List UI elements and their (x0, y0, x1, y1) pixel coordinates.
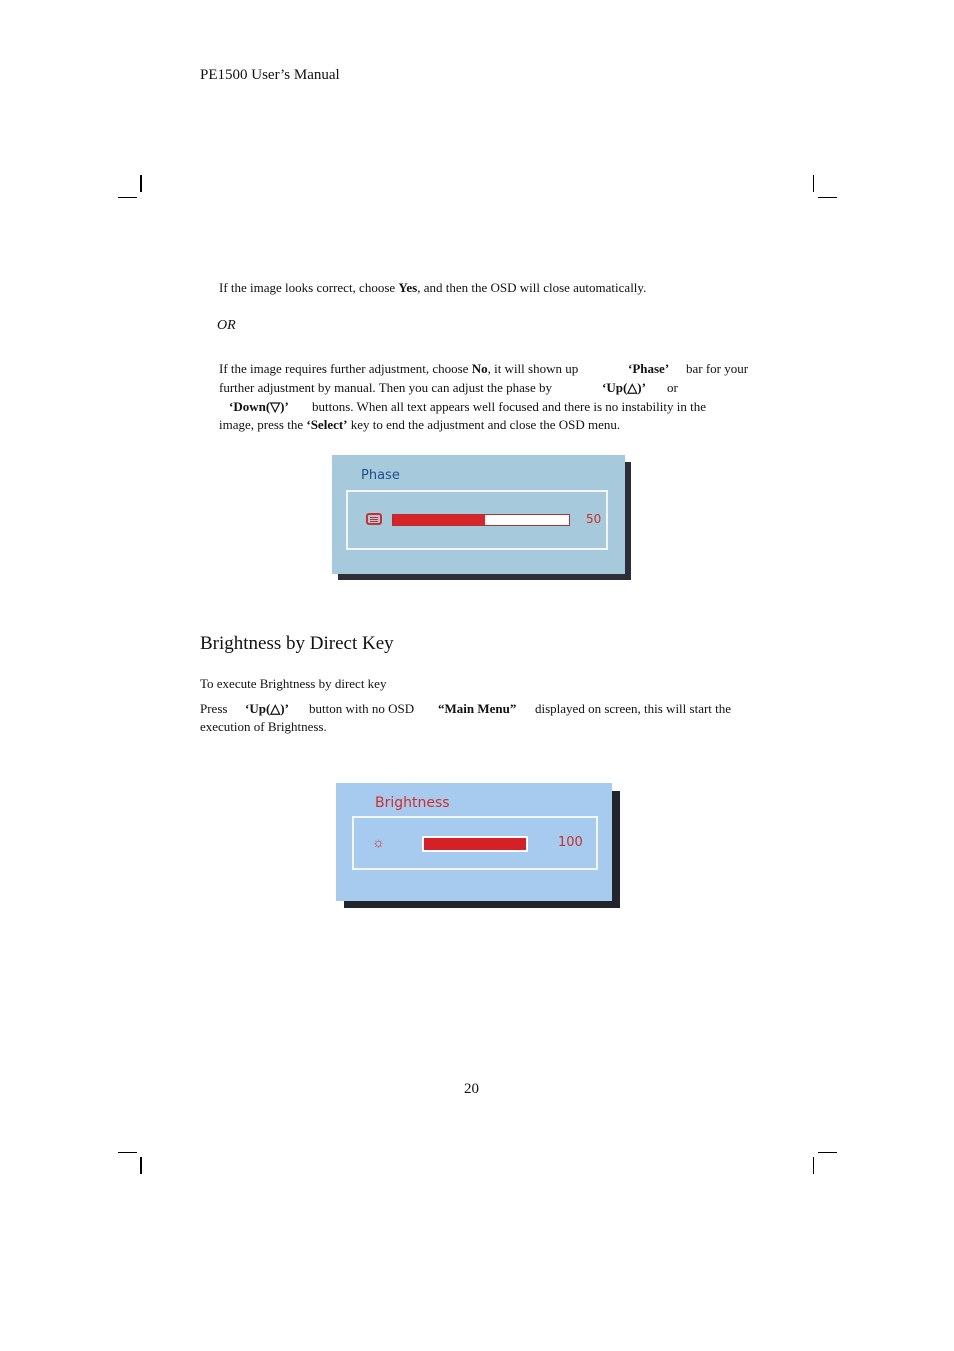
phase-slider[interactable] (392, 514, 570, 526)
brightness-slider-fill (424, 838, 526, 850)
brightness-value: 100 (558, 835, 583, 850)
phase-osd-title: Phase (361, 468, 400, 483)
or-label: OR (217, 318, 236, 333)
running-header: PE1500 User’s Manual (200, 67, 340, 83)
sun-icon: ☼ (372, 836, 385, 851)
paragraph-execute: To execute Brightness by direct key (200, 676, 387, 691)
page-number: 20 (464, 1081, 479, 1097)
section-title: Brightness by Direct Key (200, 633, 394, 654)
phase-slider-fill (393, 515, 485, 525)
brightness-slider[interactable] (422, 836, 528, 852)
paragraph-yes: If the image looks correct, choose Yes, and then the OSD will close automatically. (219, 280, 647, 295)
phase-value: 50 (586, 512, 602, 526)
phase-icon (366, 513, 382, 525)
brightness-osd-title: Brightness (375, 795, 450, 811)
